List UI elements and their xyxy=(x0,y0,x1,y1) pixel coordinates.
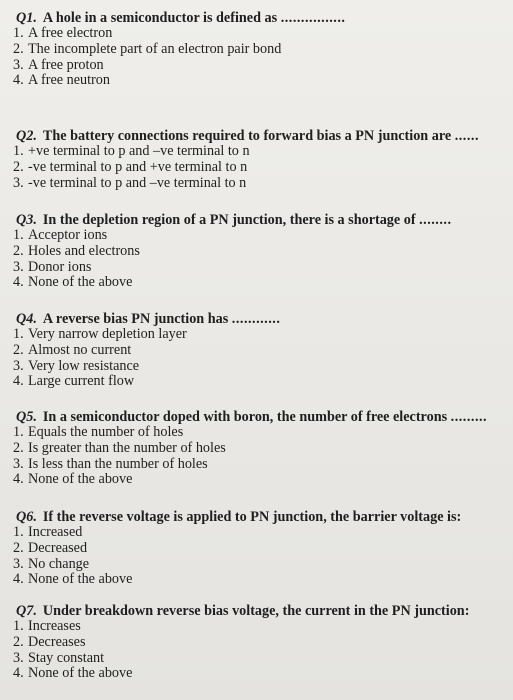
question-7 xyxy=(10,603,505,682)
question-number: Q3. xyxy=(16,212,37,228)
question-title xyxy=(10,10,505,26)
option-text: Is less than the number of holes xyxy=(28,455,208,472)
option-text: Large current flow xyxy=(28,373,135,390)
option-1 xyxy=(10,327,505,343)
option-text: Almost no current xyxy=(28,341,132,358)
option-number: 4. xyxy=(13,471,24,488)
option-number: 3. xyxy=(13,174,24,191)
option-text: None of the above xyxy=(28,274,133,291)
option-text: None of the above xyxy=(28,471,133,488)
question-number: Q4. xyxy=(16,311,37,327)
option-3 xyxy=(10,557,505,573)
option-number: 2. xyxy=(13,633,24,650)
option-text: Holes and electrons xyxy=(28,242,140,259)
option-text: -ve terminal to p and –ve terminal to n xyxy=(28,174,247,191)
option-number: 4. xyxy=(13,72,24,89)
question-dots: ............ xyxy=(231,311,281,327)
option-text: Stay constant xyxy=(28,649,105,666)
option-text: A free proton xyxy=(28,56,104,73)
question-text: Under breakdown reverse bias voltage, the current in the PN junction: xyxy=(42,603,470,619)
option-number: 1. xyxy=(13,424,24,440)
option-2 xyxy=(10,244,505,260)
option-4 xyxy=(10,666,505,682)
option-2 xyxy=(10,541,505,557)
question-number: Q7. xyxy=(16,603,37,619)
option-number: 3. xyxy=(13,357,24,374)
option-3 xyxy=(10,176,505,192)
option-number: 4. xyxy=(13,274,24,291)
option-4 xyxy=(10,275,505,291)
question-2 xyxy=(10,128,505,191)
question-text: In a semiconductor doped with boron, the number of free electrons xyxy=(42,409,448,425)
question-dots: ......... xyxy=(450,409,488,425)
question-text: In the depletion region of a PN junction, there is a shortage of xyxy=(42,212,416,228)
option-number: 2. xyxy=(13,439,24,456)
option-number: 1. xyxy=(13,143,24,159)
question-title xyxy=(10,212,505,228)
option-text: A free neutron xyxy=(28,72,110,89)
option-1 xyxy=(10,525,505,541)
question-number: Q2. xyxy=(16,128,37,144)
option-3 xyxy=(10,260,505,276)
option-4 xyxy=(10,73,505,89)
option-2 xyxy=(10,441,505,457)
option-4 xyxy=(10,572,505,588)
question-number: Q5. xyxy=(16,409,37,425)
option-text: Donor ions xyxy=(28,258,92,275)
option-4 xyxy=(10,374,505,390)
option-number: 2. xyxy=(13,40,24,57)
option-1 xyxy=(10,425,505,441)
option-1 xyxy=(10,619,505,635)
option-text: None of the above xyxy=(28,665,133,682)
option-3 xyxy=(10,651,505,667)
option-number: 4. xyxy=(13,373,24,390)
question-3 xyxy=(10,212,505,291)
option-number: 1. xyxy=(13,227,24,243)
question-text: A reverse bias PN junction has xyxy=(42,311,229,327)
option-text: A free electron xyxy=(28,25,113,41)
option-1 xyxy=(10,228,505,244)
option-text: Is greater than the number of holes xyxy=(28,439,226,456)
option-number: 3. xyxy=(13,56,24,73)
option-2 xyxy=(10,42,505,58)
option-text: -ve terminal to p and +ve terminal to n xyxy=(28,158,248,175)
question-dots: ................ xyxy=(280,10,346,26)
option-number: 1. xyxy=(13,326,24,342)
option-text: +ve terminal to p and –ve terminal to n xyxy=(28,143,250,159)
option-number: 2. xyxy=(13,539,24,556)
question-1 xyxy=(10,10,505,89)
option-text: Very narrow depletion layer xyxy=(28,326,187,342)
question-text: A hole in a semiconductor is defined as xyxy=(42,10,278,26)
question-number: Q1. xyxy=(16,10,37,26)
option-2 xyxy=(10,160,505,176)
question-dots: ........ xyxy=(419,212,452,228)
option-number: 2. xyxy=(13,341,24,358)
question-title xyxy=(10,509,505,525)
question-text: The battery connections required to forward bias a PN junction are xyxy=(42,128,452,144)
option-2 xyxy=(10,635,505,651)
option-text: The incomplete part of an electron pair bond xyxy=(28,40,282,57)
option-3 xyxy=(10,457,505,473)
question-4 xyxy=(10,311,505,390)
option-3 xyxy=(10,359,505,375)
option-number: 4. xyxy=(13,665,24,682)
question-5 xyxy=(10,409,505,488)
question-number: Q6. xyxy=(16,509,37,525)
question-6 xyxy=(10,509,505,588)
option-text: Acceptor ions xyxy=(28,227,108,243)
option-text: Equals the number of holes xyxy=(28,424,184,440)
question-text: If the reverse voltage is applied to PN junction, the barrier voltage is: xyxy=(42,509,462,525)
question-title xyxy=(10,603,505,619)
option-number: 4. xyxy=(13,571,24,588)
option-number: 3. xyxy=(13,555,24,572)
option-text: Very low resistance xyxy=(28,357,140,374)
option-number: 2. xyxy=(13,158,24,175)
question-title xyxy=(10,128,505,144)
question-title xyxy=(10,409,505,425)
option-number: 1. xyxy=(13,618,24,634)
option-1 xyxy=(10,26,505,42)
option-text: None of the above xyxy=(28,571,133,588)
option-text: Decreases xyxy=(28,633,86,650)
option-number: 3. xyxy=(13,258,24,275)
question-title xyxy=(10,311,505,327)
question-dots: ...... xyxy=(454,128,479,144)
option-3 xyxy=(10,58,505,74)
option-text: Increased xyxy=(28,524,83,540)
option-number: 3. xyxy=(13,649,24,666)
option-text: Decreased xyxy=(28,539,88,556)
option-number: 1. xyxy=(13,524,24,540)
option-number: 2. xyxy=(13,242,24,259)
option-2 xyxy=(10,343,505,359)
option-1 xyxy=(10,144,505,160)
option-4 xyxy=(10,472,505,488)
option-text: No change xyxy=(28,555,90,572)
option-number: 3. xyxy=(13,455,24,472)
option-text: Increases xyxy=(28,618,81,634)
option-number: 1. xyxy=(13,25,24,41)
